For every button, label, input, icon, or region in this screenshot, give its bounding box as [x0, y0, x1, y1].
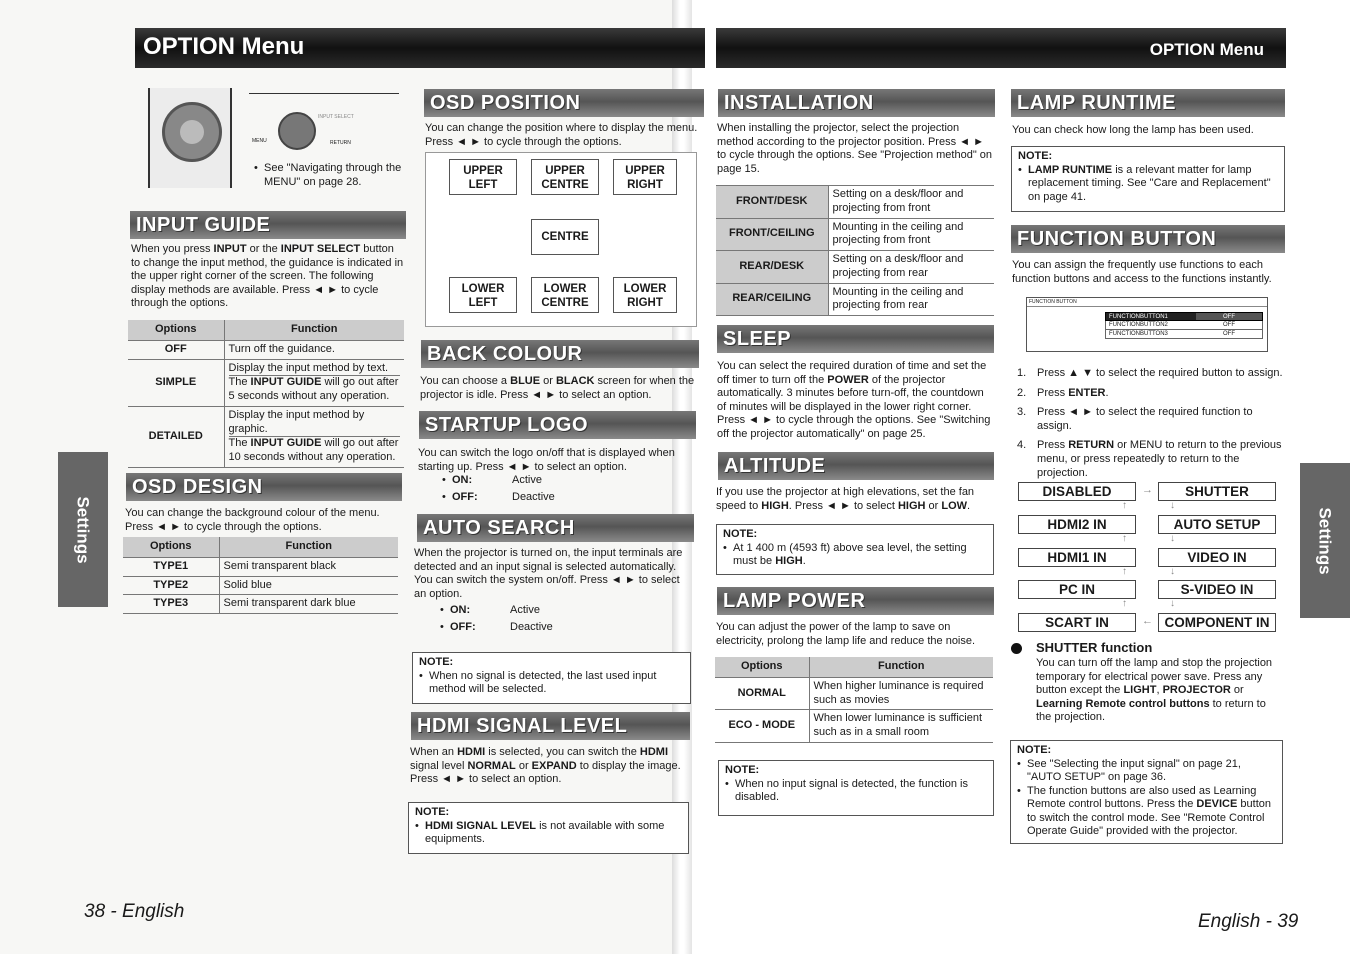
osd-position-text: You can change the position where to display the menu. Press ◄ ► to cycle through the options. — [425, 122, 698, 148]
flow-arrow-down-icon: ↓ — [1170, 566, 1175, 577]
remote-menu-label: MENU — [252, 138, 267, 144]
flow-disabled: DISABLED — [1018, 482, 1136, 501]
function-screen-row: FUNCTIONBUTTON2 OFF — [1105, 321, 1263, 330]
lamp-runtime-header: LAMP RUNTIME — [1011, 89, 1285, 117]
hdmi-signal-level-header: HDMI SIGNAL LEVEL — [411, 712, 690, 740]
installation-header: INSTALLATION — [718, 89, 995, 117]
lamp-power-header: LAMP POWER — [717, 587, 994, 615]
function-button-steps: 1. Press ▲ ▼ to select the required button to assign. 2. Press ENTER. 3. Press ◄ ► to select the required function to assign. 4. Press RETURN or MENU to return to the previous menu, or press repeatedly to return to the projection. — [1017, 367, 1283, 479]
flow-pc-in: PC IN — [1018, 580, 1136, 599]
table-row: NORMAL When higher luminance is required such as movies — [715, 677, 993, 710]
flow-arrow-right-icon: → — [1142, 484, 1153, 496]
flow-arrow-up-icon: ↑ — [1122, 598, 1127, 609]
table-row: REAR/CEILING Mounting in the ceiling and projecting from rear — [716, 283, 994, 316]
input-guide-table: Options Function OFF Turn off the guidance. SIMPLE Display the input method by text. The INPUT GUIDE will go out after 5 seconds without any operation. DETAILED Display the input method by graphic. The INPUT GUIDE will go out after 10 seconds without any operation. — [128, 320, 404, 468]
auto-search-options: • ON: Active • OFF: Deactive — [440, 604, 640, 634]
sleep-header: SLEEP — [717, 325, 994, 353]
function-button-screen: FUNCTION BUTTON FUNCTIONBUTTON1 OFF FUNCTIONBUTTON2 OFF FUNCTIONBUTTON3 OFF — [1026, 297, 1268, 352]
table-row: TYPE3 Semi transparent dark blue — [123, 595, 398, 614]
position-upper-right: UPPER RIGHT — [613, 159, 677, 195]
lamp-runtime-text: You can check how long the lamp has been used. — [1012, 124, 1254, 136]
table-row: TYPE2 Solid blue — [123, 576, 398, 595]
right-title-band — [716, 28, 1286, 68]
table-row: DETAILED Display the input method by graphic. The INPUT GUIDE will go out after 10 seconds without any operation. — [128, 406, 404, 467]
altitude-header: ALTITUDE — [718, 452, 994, 480]
remote-ok-icon — [180, 120, 204, 144]
lamp-power-table: Options Function NORMAL When higher luminance is required such as movies ECO - MODE When lower luminance is sufficient such as in a small room — [715, 657, 993, 743]
flow-video-in: VIDEO IN — [1158, 548, 1276, 567]
flow-arrow-up-icon: ↑ — [1122, 500, 1127, 511]
flow-arrow-left-icon: ← — [1142, 615, 1153, 627]
hdmi-signal-level-text: When an HDMI is selected, you can switch the HDMI signal level NORMAL or EXPAND to display the image. Press ◄ ► to select an option. — [410, 746, 681, 786]
left-page-number: 38 - English — [84, 901, 185, 922]
osd-design-table: Options Function TYPE1 Semi transparent black TYPE2 Solid blue TYPE3 Semi transparent dark blue — [123, 537, 398, 614]
hdmi-signal-level-note: NOTE: • HDMI SIGNAL LEVEL is not available with some equipments. — [408, 802, 689, 854]
lamp-power-text: You can adjust the power of the lamp to save on electricity, prolong the lamp life and reduce the noise. — [716, 621, 976, 647]
auto-search-header: AUTO SEARCH — [417, 514, 694, 542]
osd-design-text: You can change the background colour of the menu. Press ◄ ► to cycle through the options. — [125, 507, 380, 533]
position-upper-centre: UPPER CENTRE — [531, 159, 599, 195]
table-row: FRONT/CEILING Mounting in the ceiling and projecting from front — [716, 218, 994, 251]
shutter-function-title: SHUTTER function — [1036, 640, 1153, 655]
remote-return-label: RETURN — [330, 140, 351, 146]
shutter-function-text: You can turn off the lamp and stop the projection temporary for electrical power save. Press any button except the LIGHT, PROJECTOR or Learning Remote control buttons to return to the projection. — [1036, 657, 1273, 724]
flow-arrow-down-icon: ↓ — [1170, 533, 1175, 544]
flow-shutter: SHUTTER — [1158, 482, 1276, 501]
lamp-runtime-note: NOTE: • LAMP RUNTIME is a relevant matter for lamp replacement timing. See "Care and Replacement" on page 41. — [1011, 146, 1285, 212]
right-page-number: English - 39 — [1198, 911, 1299, 932]
flow-arrow-up-icon: ↑ — [1122, 533, 1127, 544]
position-centre: CENTRE — [531, 219, 599, 255]
navigation-pad-icon — [278, 112, 316, 150]
flow-arrow-up-icon: ↑ — [1122, 566, 1127, 577]
flow-component-in: COMPONENT IN — [1158, 613, 1276, 632]
remote-image — [148, 88, 232, 188]
flow-hdmi2-in: HDMI2 IN — [1018, 515, 1136, 534]
table-row: OFF Turn off the guidance. — [128, 340, 404, 359]
flow-arrow-down-icon: ↓ — [1170, 500, 1175, 511]
right-page-title: OPTION Menu — [1149, 40, 1264, 59]
table-row: SIMPLE Display the input method by text. The INPUT GUIDE will go out after 5 seconds without any operation. — [128, 359, 404, 406]
flow-s-video-in: S-VIDEO IN — [1158, 580, 1276, 599]
shutter-bullet-icon — [1011, 643, 1022, 654]
remote-input-select-label: INPUT SELECT — [318, 114, 354, 120]
function-button-header: FUNCTION BUTTON — [1011, 225, 1285, 253]
input-guide-text: When you press INPUT or the INPUT SELECT button to change the input method, the guidance is indicated in the upper right corner of the screen. The following display methods are available. Press ◄ ► to cycle through the options. — [131, 243, 404, 310]
altitude-text: If you use the projector at high elevations, set the fan speed to HIGH. Press ◄ ► to select HIGH or LOW. — [716, 486, 975, 512]
sleep-text: You can select the required duration of time and set the off timer to turn off the POWER of the projector automatically. 3 minutes before turn-off, the countdown of minutes will be displayed in the lower right corner. Press ◄ ► to cycle through the options. See "Switching off the projector automatically" on page 25. — [717, 360, 991, 440]
installation-table — [716, 185, 994, 316]
position-upper-left: UPPER LEFT — [449, 159, 517, 195]
back-colour-header: BACK COLOUR — [421, 340, 699, 368]
lamp-power-note: NOTE: • When no input signal is detected, the function is disabled. — [718, 760, 994, 816]
table-row: TYPE1 Semi transparent black — [123, 557, 398, 576]
flow-hdmi1-in: HDMI1 IN — [1018, 548, 1136, 567]
installation-text: When installing the projector, select the projection method according to the projector position. Press ◄ ► to cycle through the options. See "Projection method" on page 15. — [717, 122, 993, 175]
auto-search-note: NOTE: • When no signal is detected, the last used input method will be selected. — [412, 652, 691, 704]
osd-design-header: OSD DESIGN — [126, 473, 402, 501]
left-page-title: OPTION Menu — [143, 33, 305, 60]
function-screen-row: FUNCTIONBUTTON3 OFF — [1105, 330, 1263, 339]
left-settings-tab: Settings — [58, 452, 108, 607]
function-button-note: NOTE: • See "Selecting the input signal" on page 21, "AUTO SETUP" on page 36. • The function buttons are also used as Learning Remote control buttons. Press the DEVICE button to switch the control mode. See "Remote Control Operate Guide" provided with the projector. — [1010, 740, 1283, 844]
flow-scart-in: SCART IN — [1018, 613, 1136, 632]
function-screen-row: FUNCTIONBUTTON1 OFF — [1105, 312, 1263, 321]
remote-note: • See "Navigating through the MENU" on page 28. — [254, 162, 402, 189]
flow-auto-setup: AUTO SETUP — [1158, 515, 1276, 534]
position-lower-left: LOWER LEFT — [449, 277, 517, 313]
function-button-text: You can assign the frequently use functions to each function buttons and access to the functions instantly. — [1012, 259, 1272, 285]
position-lower-right: LOWER RIGHT — [613, 277, 677, 313]
table-row: FRONT/DESK Setting on a desk/floor and projecting from front — [716, 186, 994, 219]
altitude-note: NOTE: • At 1 400 m (4593 ft) above sea level, the setting must be HIGH. — [716, 524, 994, 575]
auto-search-text: When the projector is turned on, the input terminals are detected and an input signal is selected automatically. You can switch the system on/off. Press ◄ ► to select an option. — [414, 547, 683, 600]
position-lower-centre: LOWER CENTRE — [531, 277, 599, 313]
input-guide-header: INPUT GUIDE — [130, 211, 406, 239]
startup-logo-header: STARTUP LOGO — [419, 411, 696, 439]
table-row: REAR/DESK Setting on a desk/floor and projecting from rear — [716, 251, 994, 284]
left-title-band — [135, 28, 705, 68]
back-colour-text: You can choose a BLUE or BLACK screen for when the projector is idle. Press ◄ ► to select an option. — [420, 375, 695, 401]
startup-logo-text: You can switch the logo on/off that is displayed when starting up. Press ◄ ► to select an option. — [418, 447, 675, 473]
right-settings-tab: Settings — [1300, 463, 1350, 618]
flow-arrow-down-icon: ↓ — [1170, 598, 1175, 609]
divider — [249, 93, 399, 94]
startup-logo-options: • ON: Active • OFF: Deactive — [442, 474, 642, 504]
osd-position-header: OSD POSITION — [424, 89, 704, 117]
table-row: ECO - MODE When lower luminance is sufficient such as in a small room — [715, 710, 993, 743]
osd-position-diagram — [425, 152, 697, 327]
